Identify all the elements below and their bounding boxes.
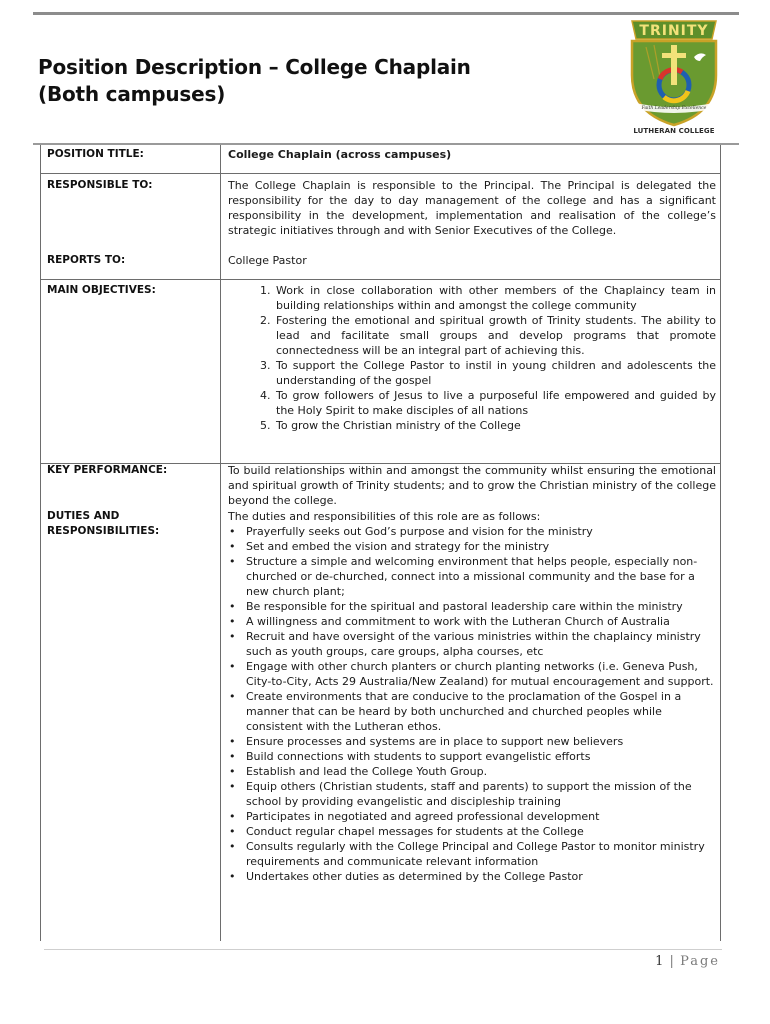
objectives-list bbox=[228, 283, 716, 433]
college-crest-icon bbox=[624, 17, 724, 127]
key-performance-label: KEY PERFORMANCE: bbox=[47, 464, 168, 476]
page-title bbox=[38, 54, 471, 108]
duties-label-line-2: RESPONSIBILITIES: bbox=[47, 525, 160, 537]
page-number bbox=[655, 954, 720, 969]
duties-intro: The duties and responsibilities of this role are as follows: bbox=[228, 510, 541, 523]
list-item: • Establish and lead the College Youth Group. bbox=[246, 764, 716, 779]
list-item: • Participates in negotiated and agreed professional development bbox=[246, 809, 716, 824]
list-item: 4. To grow followers of Jesus to live a purposeful life empowered and guided by the Holy Spirit to make disciples of all nations bbox=[274, 388, 716, 418]
footer-rule bbox=[44, 949, 722, 950]
list-item: • Equip others (Christian students, staff and parents) to support the mission of the school by providing evangelistic and discipleship training bbox=[246, 779, 716, 809]
position-table bbox=[40, 145, 721, 941]
responsible-to-value: The College Chaplain is responsible to the Principal. The Principal is delegated the responsibility for the day to day management of the college and has a significant responsibility in the development, implementation and realisation of the college’s strategic initiatives through and with Senior Executives of the College. bbox=[228, 179, 716, 237]
reports-to-value: College Pastor bbox=[228, 254, 307, 267]
top-rule bbox=[33, 12, 739, 15]
position-title-label: POSITION TITLE: bbox=[47, 148, 144, 160]
responsible-to-label: RESPONSIBLE TO: bbox=[47, 179, 153, 191]
logo-caption: LUTHERAN COLLEGE bbox=[633, 127, 715, 135]
main-objectives-label: MAIN OBJECTIVES: bbox=[47, 284, 156, 296]
list-item: • Ensure processes and systems are in place to support new believers bbox=[246, 734, 716, 749]
logo-motto-text: Faith Leadership Excellence bbox=[641, 106, 707, 111]
list-item: 1. Work in close collaboration with other members of the Chaplaincy team in building relationships within and amongst the college community bbox=[274, 283, 716, 313]
list-item: • Build connections with students to support evangelistic efforts bbox=[246, 749, 716, 764]
list-item: • A willingness and commitment to work with the Lutheran Church of Australia bbox=[246, 614, 716, 629]
list-item: • Prayerfully seeks out God’s purpose and vision for the ministry bbox=[246, 524, 716, 539]
list-item: • Be responsible for the spiritual and pastoral leadership care within the ministry bbox=[246, 599, 716, 614]
list-item: • Consults regularly with the College Principal and College Pastor to monitor ministry requirements and communicate relevant information bbox=[246, 839, 716, 869]
duties-label bbox=[47, 509, 215, 539]
main-objectives-value bbox=[228, 283, 716, 433]
reports-to-label: REPORTS TO: bbox=[47, 254, 126, 266]
page-word: Page bbox=[680, 954, 720, 969]
list-item: 3. To support the College Pastor to instil in young children and adolescents the understanding of the gospel bbox=[274, 358, 716, 388]
list-item: • Engage with other church planters or church planting networks (i.e. Geneva Push, City-to-City, Acts 29 Australia/New Zealand) for mutual encouragement and support. bbox=[246, 659, 716, 689]
duties-value bbox=[228, 509, 716, 884]
page-number-separator: | bbox=[669, 954, 675, 969]
trinity-logo bbox=[624, 17, 724, 141]
logo-name-text: TRINITY bbox=[639, 23, 709, 39]
title-line-1: Position Description – College Chaplain bbox=[38, 55, 471, 79]
list-item: • Recruit and have oversight of the various ministries within the chaplaincy ministry such as youth groups, care groups, alpha courses, etc bbox=[246, 629, 716, 659]
duties-label-line-1: DUTIES AND bbox=[47, 510, 120, 522]
list-item: • Undertakes other duties as determined by the College Pastor bbox=[246, 869, 716, 884]
page-number-value: 1 bbox=[655, 954, 665, 969]
list-item: • Structure a simple and welcoming environment that helps people, especially non- churched or de-churched, connect into a missional community and the base for a new church plant; bbox=[246, 554, 716, 599]
column-divider bbox=[220, 145, 221, 941]
list-item: • Set and embed the vision and strategy for the ministry bbox=[246, 539, 716, 554]
position-title-value: College Chaplain (across campuses) bbox=[228, 148, 452, 161]
list-item: • Create environments that are conducive to the proclamation of the Gospel in a manner that can be heard by both unchurched and churched peoples while consistent with the Lutheran ethos. bbox=[246, 689, 716, 734]
list-item: 2. Fostering the emotional and spiritual growth of Trinity students. The ability to lead and facilitate small groups and develop programs that promote connectedness will be an integral part of achieving this. bbox=[274, 313, 716, 358]
key-performance-value: To build relationships within and amongst the community whilst ensuring the emotional and spiritual growth of Trinity students; and to grow the Christian ministry of the college beyond the college. bbox=[228, 464, 716, 507]
list-item: • Conduct regular chapel messages for students at the College bbox=[246, 824, 716, 839]
list-item: 5. To grow the Christian ministry of the College bbox=[274, 418, 716, 433]
duties-list bbox=[228, 524, 716, 884]
title-line-2: (Both campuses) bbox=[38, 82, 226, 106]
